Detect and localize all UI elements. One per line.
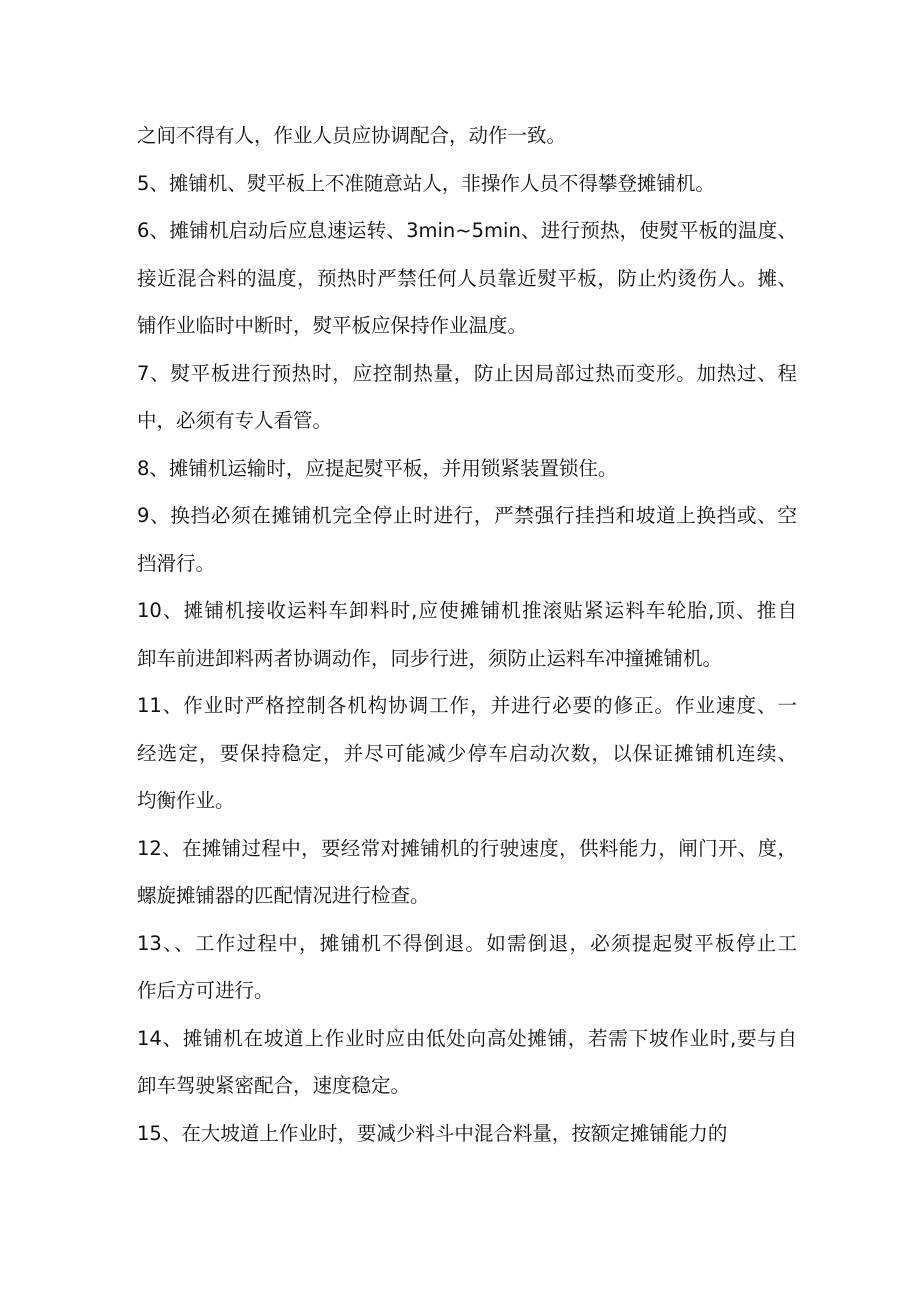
- text-line: 5、摊铺机、熨平板上不准随意站人，非操作人员不得攀登摊铺机。: [137, 171, 715, 195]
- text-line: 9、换挡必须在摊铺机完全停止时进行，严禁强行挂挡和坡道上换挡或、空: [137, 504, 797, 527]
- text-line: 经选定，要保持稳定，并尽可能减少停车启动次数，以保证摊铺机连续、: [137, 741, 797, 765]
- text-line: 11、作业时严格控制各机构协调工作，并进行必要的修正。作业速度、一: [137, 694, 797, 717]
- text-line: 6、摊铺机启动后应息速运转、3min~5min、进行预热，使熨平板的温度、: [137, 219, 797, 242]
- text-line: 卸车驾驶紧密配合，速度稳定。: [137, 1074, 411, 1097]
- text-line: 15、在大坡道上作业时，要减少料斗中混合料量，按额定摊铺能力的: [137, 1121, 728, 1145]
- text-line: 12、在摊铺过程中，要经常对摊铺机的行驶速度，供料能力，闸门开、度，: [137, 836, 797, 860]
- text-line: 铺作业临时中断时，熨平板应保持作业温度。: [137, 314, 528, 337]
- text-line: 8、摊铺机运输时，应提起熨平板，并用锁紧装置锁住。: [137, 456, 618, 480]
- text-line: 作后方可进行。: [137, 979, 274, 1002]
- text-line: 螺旋摊铺器的匹配情况进行检查。: [137, 884, 430, 907]
- text-line: 中，必须有专人看管。: [137, 409, 333, 432]
- text-line: 7、熨平板进行预热时，应控制热量，防止因局部过热而变形。加热过、程: [137, 361, 797, 385]
- document-body: [137, 112, 797, 1157]
- text-line: 之间不得有人，作业人员应协调配合，动作一致。: [137, 124, 567, 147]
- text-line: 10、摊铺机接收运料车卸料时,应使摊铺机推滚贴紧运料车轮胎,顶、推自: [137, 599, 797, 622]
- text-line: 13、、工作过程中，摊铺机不得倒退。如需倒退，必须提起熨平板停止工: [137, 931, 797, 955]
- text-line: 均衡作业。: [137, 789, 235, 812]
- text-line: 14、摊铺机在坡道上作业时应由低处向高处摊铺，若需下坡作业时,要与自: [137, 1026, 797, 1050]
- text-line: 卸车前进卸料两者协调动作，同步行进，须防止运料车冲撞摊铺机。: [137, 646, 723, 670]
- text-line: 挡滑行。: [137, 551, 216, 575]
- text-line: 接近混合料的温度，预热时严禁任何人员靠近熨平板，防止灼烫伤人。摊、: [137, 266, 797, 290]
